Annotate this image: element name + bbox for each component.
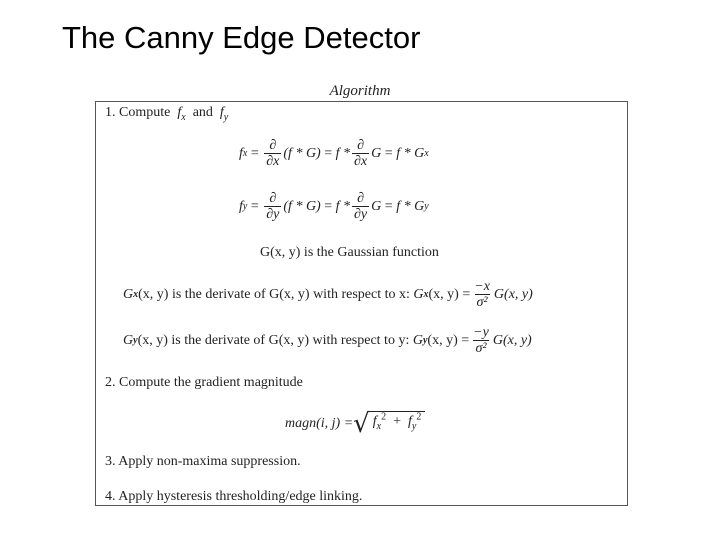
partial-den: ∂y — [266, 207, 280, 222]
step-1 — [105, 105, 228, 121]
plus-sign: + — [393, 414, 401, 429]
and-text: and — [192, 105, 213, 120]
magnitude-equation — [285, 411, 425, 437]
fx-equation: f x = $\frac{\partial}{\partial x}$ (f * G) = f * $\frac{\partial}{\partial x}$ G = f * G x — [239, 138, 429, 169]
gx-symbol-2: G — [413, 286, 424, 302]
f-star-g: f * G — [396, 145, 425, 161]
partial-y-fraction-2 — [352, 191, 369, 222]
gx-description: (x, y) is the derivate of G(x, y) with respect to x: — [138, 286, 410, 302]
f-star: f * — [335, 145, 351, 161]
magn-lhs: magn(i, j) = — [285, 416, 354, 431]
partial-num: ∂ — [269, 191, 277, 206]
gy-numerator: −y — [473, 325, 489, 340]
radicand — [369, 411, 426, 437]
convolution-term: (f * G) — [283, 145, 321, 161]
gy-fraction — [471, 325, 491, 356]
equals-sign: = — [250, 198, 259, 214]
gx-numerator: −x — [474, 279, 490, 294]
equals-sign: = — [384, 145, 393, 161]
equals-sign: = — [324, 198, 333, 214]
magn-fx: f — [372, 414, 377, 429]
f-star: f * — [335, 198, 351, 214]
gy-symbol: G — [123, 332, 134, 348]
partial-x-fraction-2 — [352, 138, 369, 169]
gy-equals: (x, y) = — [427, 332, 470, 348]
partial-y-fraction — [264, 191, 281, 222]
gx-tail: G(x, y) — [493, 286, 533, 302]
fy-symbol: f — [219, 105, 224, 120]
gx-denominator: σ² — [476, 295, 488, 310]
fx-subscript: x — [181, 111, 186, 123]
g-symbol: G — [371, 145, 382, 161]
gy-denominator: σ² — [475, 341, 487, 356]
radical-sign: √ — [353, 409, 370, 439]
algorithm-caption: Algorithm — [329, 83, 391, 99]
magn-fx-sub: x — [376, 420, 382, 432]
partial-den: ∂x — [266, 154, 280, 169]
equals-sign: = — [324, 145, 333, 161]
fy-equation: f y = $\frac{\partial}{\partial y}$ (f * G) = f * $\frac{\partial}{\partial y}$ G = f * G y — [239, 191, 429, 222]
partial-num: ∂ — [357, 191, 365, 206]
equals-sign: = — [250, 145, 259, 161]
partial-num: ∂ — [357, 138, 365, 153]
magn-fx-sup: 2 — [381, 411, 387, 423]
gy-description: (x, y) is the derivate of G(x, y) with respect to y: — [137, 332, 410, 348]
slide-title: The Canny Edge Detector — [62, 20, 421, 55]
fx-symbol: f — [177, 105, 182, 120]
step-4: 4. Apply hysteresis thresholding/edge linking. — [105, 489, 363, 504]
gx-equals: (x, y) = — [428, 286, 471, 302]
convolution-term: (f * G) — [283, 198, 321, 214]
gx-derivative-line: G x (x, y) is the derivate of G(x, y) with respect to x: G x (x, y) = $\frac{-x}{\text{σ²}}$ G(x, y) — [123, 279, 533, 310]
eq-fy-lhs: f — [239, 198, 243, 214]
fy-subscript: y — [223, 111, 229, 123]
step-1-text: 1. Compute — [105, 105, 171, 120]
equals-sign: = — [384, 198, 393, 214]
algorithm-box — [95, 101, 628, 506]
magn-fy-sup: 2 — [416, 411, 422, 423]
gx-symbol: G — [123, 286, 134, 302]
gy-tail: G(x, y) — [492, 332, 532, 348]
gy-derivative-line: G y (x, y) is the derivate of G(x, y) with respect to y: G y (x, y) = $\frac{-y}{\text{σ²}}$ G(x, y) — [123, 325, 532, 356]
gy-symbol-2: G — [412, 332, 423, 348]
g-symbol: G — [371, 198, 382, 214]
partial-den: ∂y — [354, 207, 368, 222]
step-2: 2. Compute the gradient magnitude — [105, 375, 303, 390]
f-star-g: f * G — [396, 198, 425, 214]
step-3: 3. Apply non-maxima suppression. — [105, 454, 301, 469]
gx-fraction — [472, 279, 492, 310]
sqrt-symbol — [353, 411, 425, 437]
eq-fx-lhs: f — [239, 145, 243, 161]
magn-fy: f — [408, 414, 412, 429]
magn-fy-sub: y — [411, 420, 417, 432]
partial-den: ∂x — [354, 154, 368, 169]
gaussian-line: G(x, y) is the Gaussian function — [260, 245, 439, 260]
partial-x-fraction — [264, 138, 281, 169]
partial-num: ∂ — [269, 138, 277, 153]
